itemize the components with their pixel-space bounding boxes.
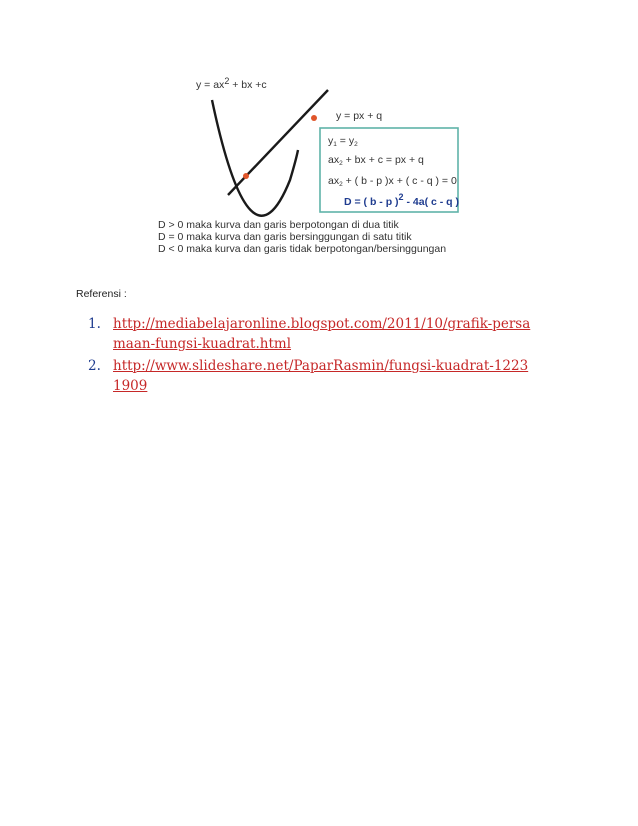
equation-quadratic: ax2 + ( b - p )x + ( c - q ) = 0 [328, 175, 457, 188]
reference-number: 1. [88, 316, 101, 332]
equation-y1-y2: y1 = y2 [328, 135, 358, 148]
reference-item [88, 356, 548, 396]
explanation-zero: D = 0 maka kurva dan garis bersinggungan di satu titik [158, 231, 412, 243]
straight-line [228, 90, 328, 195]
references-list [88, 314, 548, 398]
equation-substitution: ax2 + bx + c = px + q [328, 154, 424, 167]
reference-item [88, 314, 548, 354]
reference-number: 2. [88, 358, 101, 374]
discriminant-formula: D = ( b - p )2 - 4a( c - q ) [344, 192, 459, 208]
intersection-point-1 [243, 173, 249, 179]
curve-equation-label: y = ax2 + bx +c [196, 76, 267, 91]
intersection-point-2 [311, 115, 317, 121]
explanation-positive: D > 0 maka kurva dan garis berpotongan di dua titik [158, 219, 399, 231]
explanation-negative: D < 0 maka kurva dan garis tidak berpotongan/bersinggungan [158, 243, 447, 255]
reference-link-mediabelajaronline[interactable]: http://mediabelajaronline.blogspot.com/2011/10/grafik-persamaan-fungsi-kuadrat.html [113, 316, 531, 352]
discriminant-explanations [158, 219, 446, 255]
line-equation-label: y = px + q [336, 110, 383, 122]
reference-link-slideshare[interactable]: http://www.slideshare.net/PaparRasmin/fungsi-kuadrat-12231909 [113, 358, 529, 394]
references-heading: Referensi : [76, 288, 127, 300]
parabola-curve [212, 100, 298, 216]
